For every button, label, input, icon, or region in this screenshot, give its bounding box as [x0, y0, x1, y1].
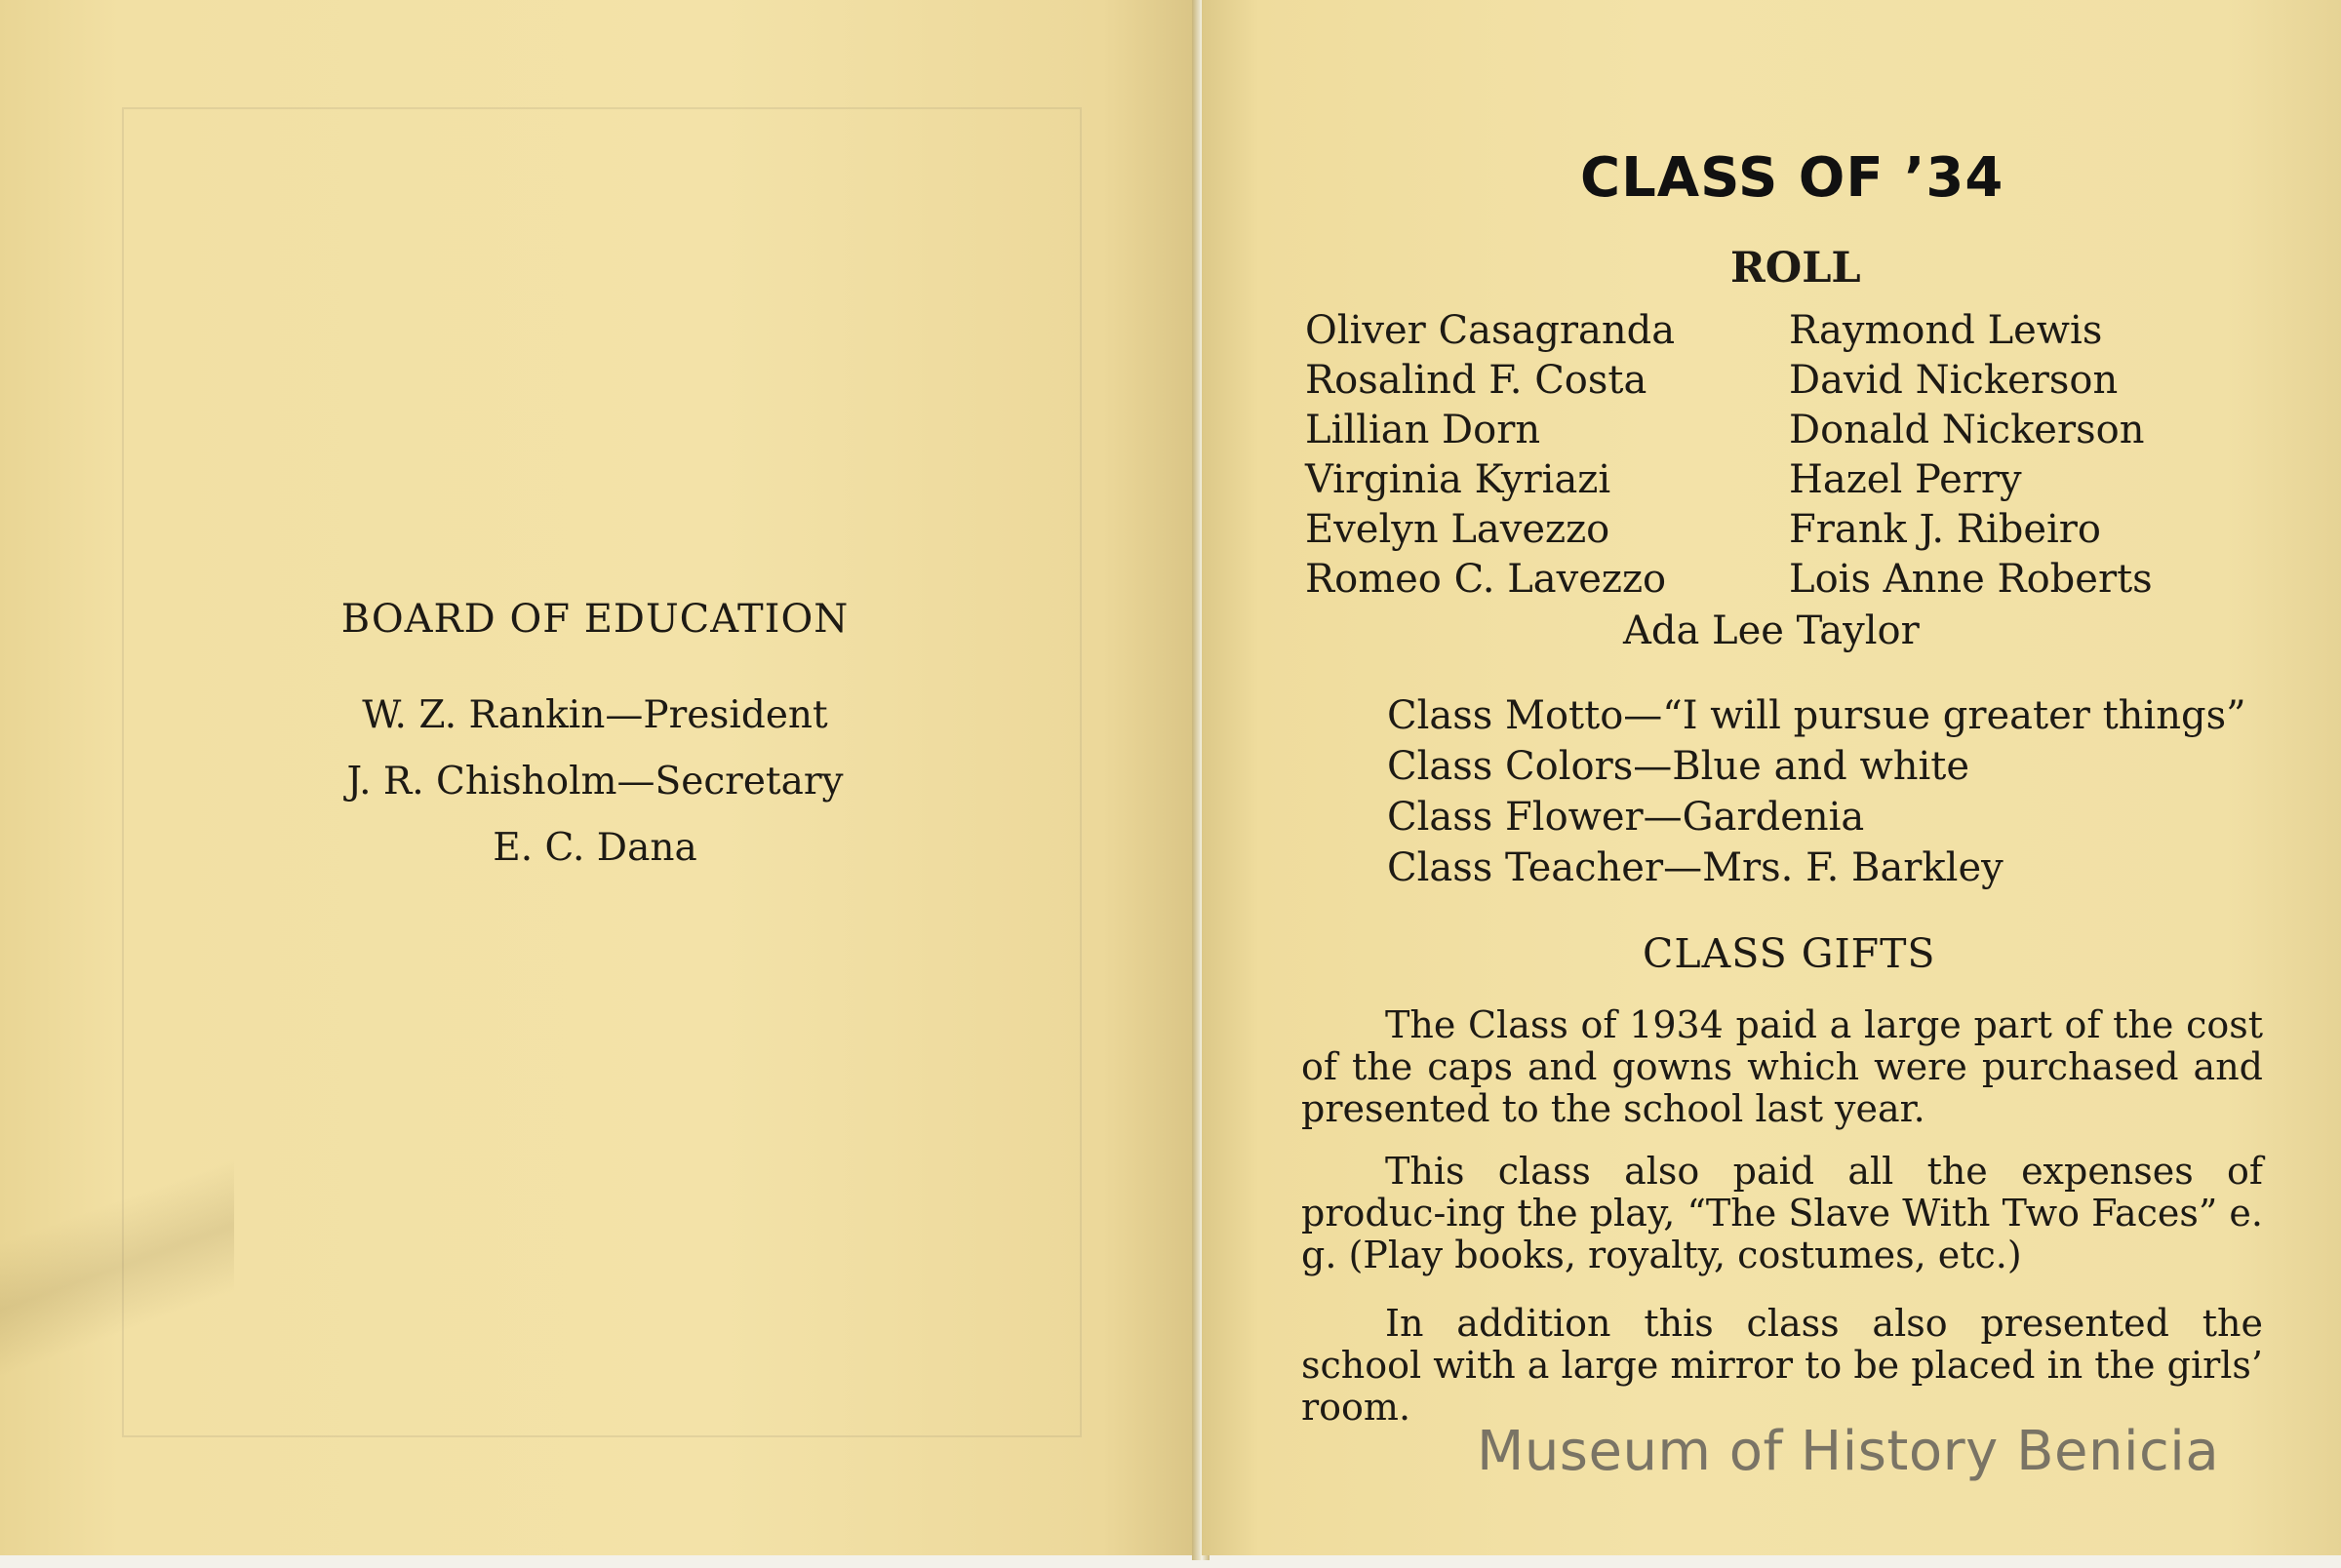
roll-name: Frank J. Ribeiro: [1789, 507, 2101, 552]
roll-name: Lillian Dorn: [1305, 408, 1541, 452]
board-of-education: [322, 597, 868, 882]
roll-name: Oliver Casagranda: [1305, 308, 1676, 353]
class-facts: [1387, 690, 2246, 893]
roll-name-last: Ada Lee Taylor: [1623, 608, 1920, 653]
roll-column-1: [1305, 306, 1675, 605]
paper-crease: [0, 975, 234, 1560]
roll-column-2: [1789, 306, 2153, 605]
class-title: CLASS OF ’34: [1580, 146, 2004, 210]
roll-name: Hazel Perry: [1789, 457, 2022, 502]
roll-name: Romeo C. Lavezzo: [1305, 557, 1667, 602]
class-colors: Class Colors—Blue and white: [1387, 744, 1970, 789]
roll-name: Lois Anne Roberts: [1789, 557, 2153, 602]
roll-title: ROLL: [1730, 244, 1861, 293]
class-teacher: Class Teacher—Mrs. F. Barkley: [1387, 845, 2004, 890]
gifts-paragraph: In addition this class also presented the school with a large mirror to be placed in the girls’ room.: [1301, 1302, 2263, 1429]
roll-name: Rosalind F. Costa: [1305, 358, 1647, 403]
roll-name: Donald Nickerson: [1789, 408, 2145, 452]
class-motto: Class Motto—“I will pursue greater things”: [1387, 693, 2246, 738]
board-member: J. R. Chisholm—Secretary: [346, 760, 844, 804]
gifts-paragraph: The Class of 1934 paid a large part of the cost of the caps and gowns which were purchased and presented to the school last year.: [1301, 1003, 2263, 1130]
class-gifts-heading: CLASS GIFTS: [1643, 930, 1936, 977]
museum-watermark: Museum of History Benicia: [1477, 1420, 2220, 1483]
roll-name: David Nickerson: [1789, 358, 2119, 403]
roll-name: Evelyn Lavezzo: [1305, 507, 1610, 552]
board-member: E. C. Dana: [493, 826, 697, 870]
class-flower: Class Flower—Gardenia: [1387, 795, 1865, 840]
board-title: BOARD OF EDUCATION: [340, 597, 850, 642]
roll-name: Raymond Lewis: [1789, 308, 2103, 353]
roll-name: Virginia Kyriazi: [1305, 457, 1611, 502]
board-member: W. Z. Rankin—President: [362, 693, 828, 737]
gifts-paragraph: This class also paid all the expenses of produc-ing the play, “The Slave With Two Faces” e. g. (Play books, royalty, costumes, etc.): [1301, 1150, 2263, 1276]
